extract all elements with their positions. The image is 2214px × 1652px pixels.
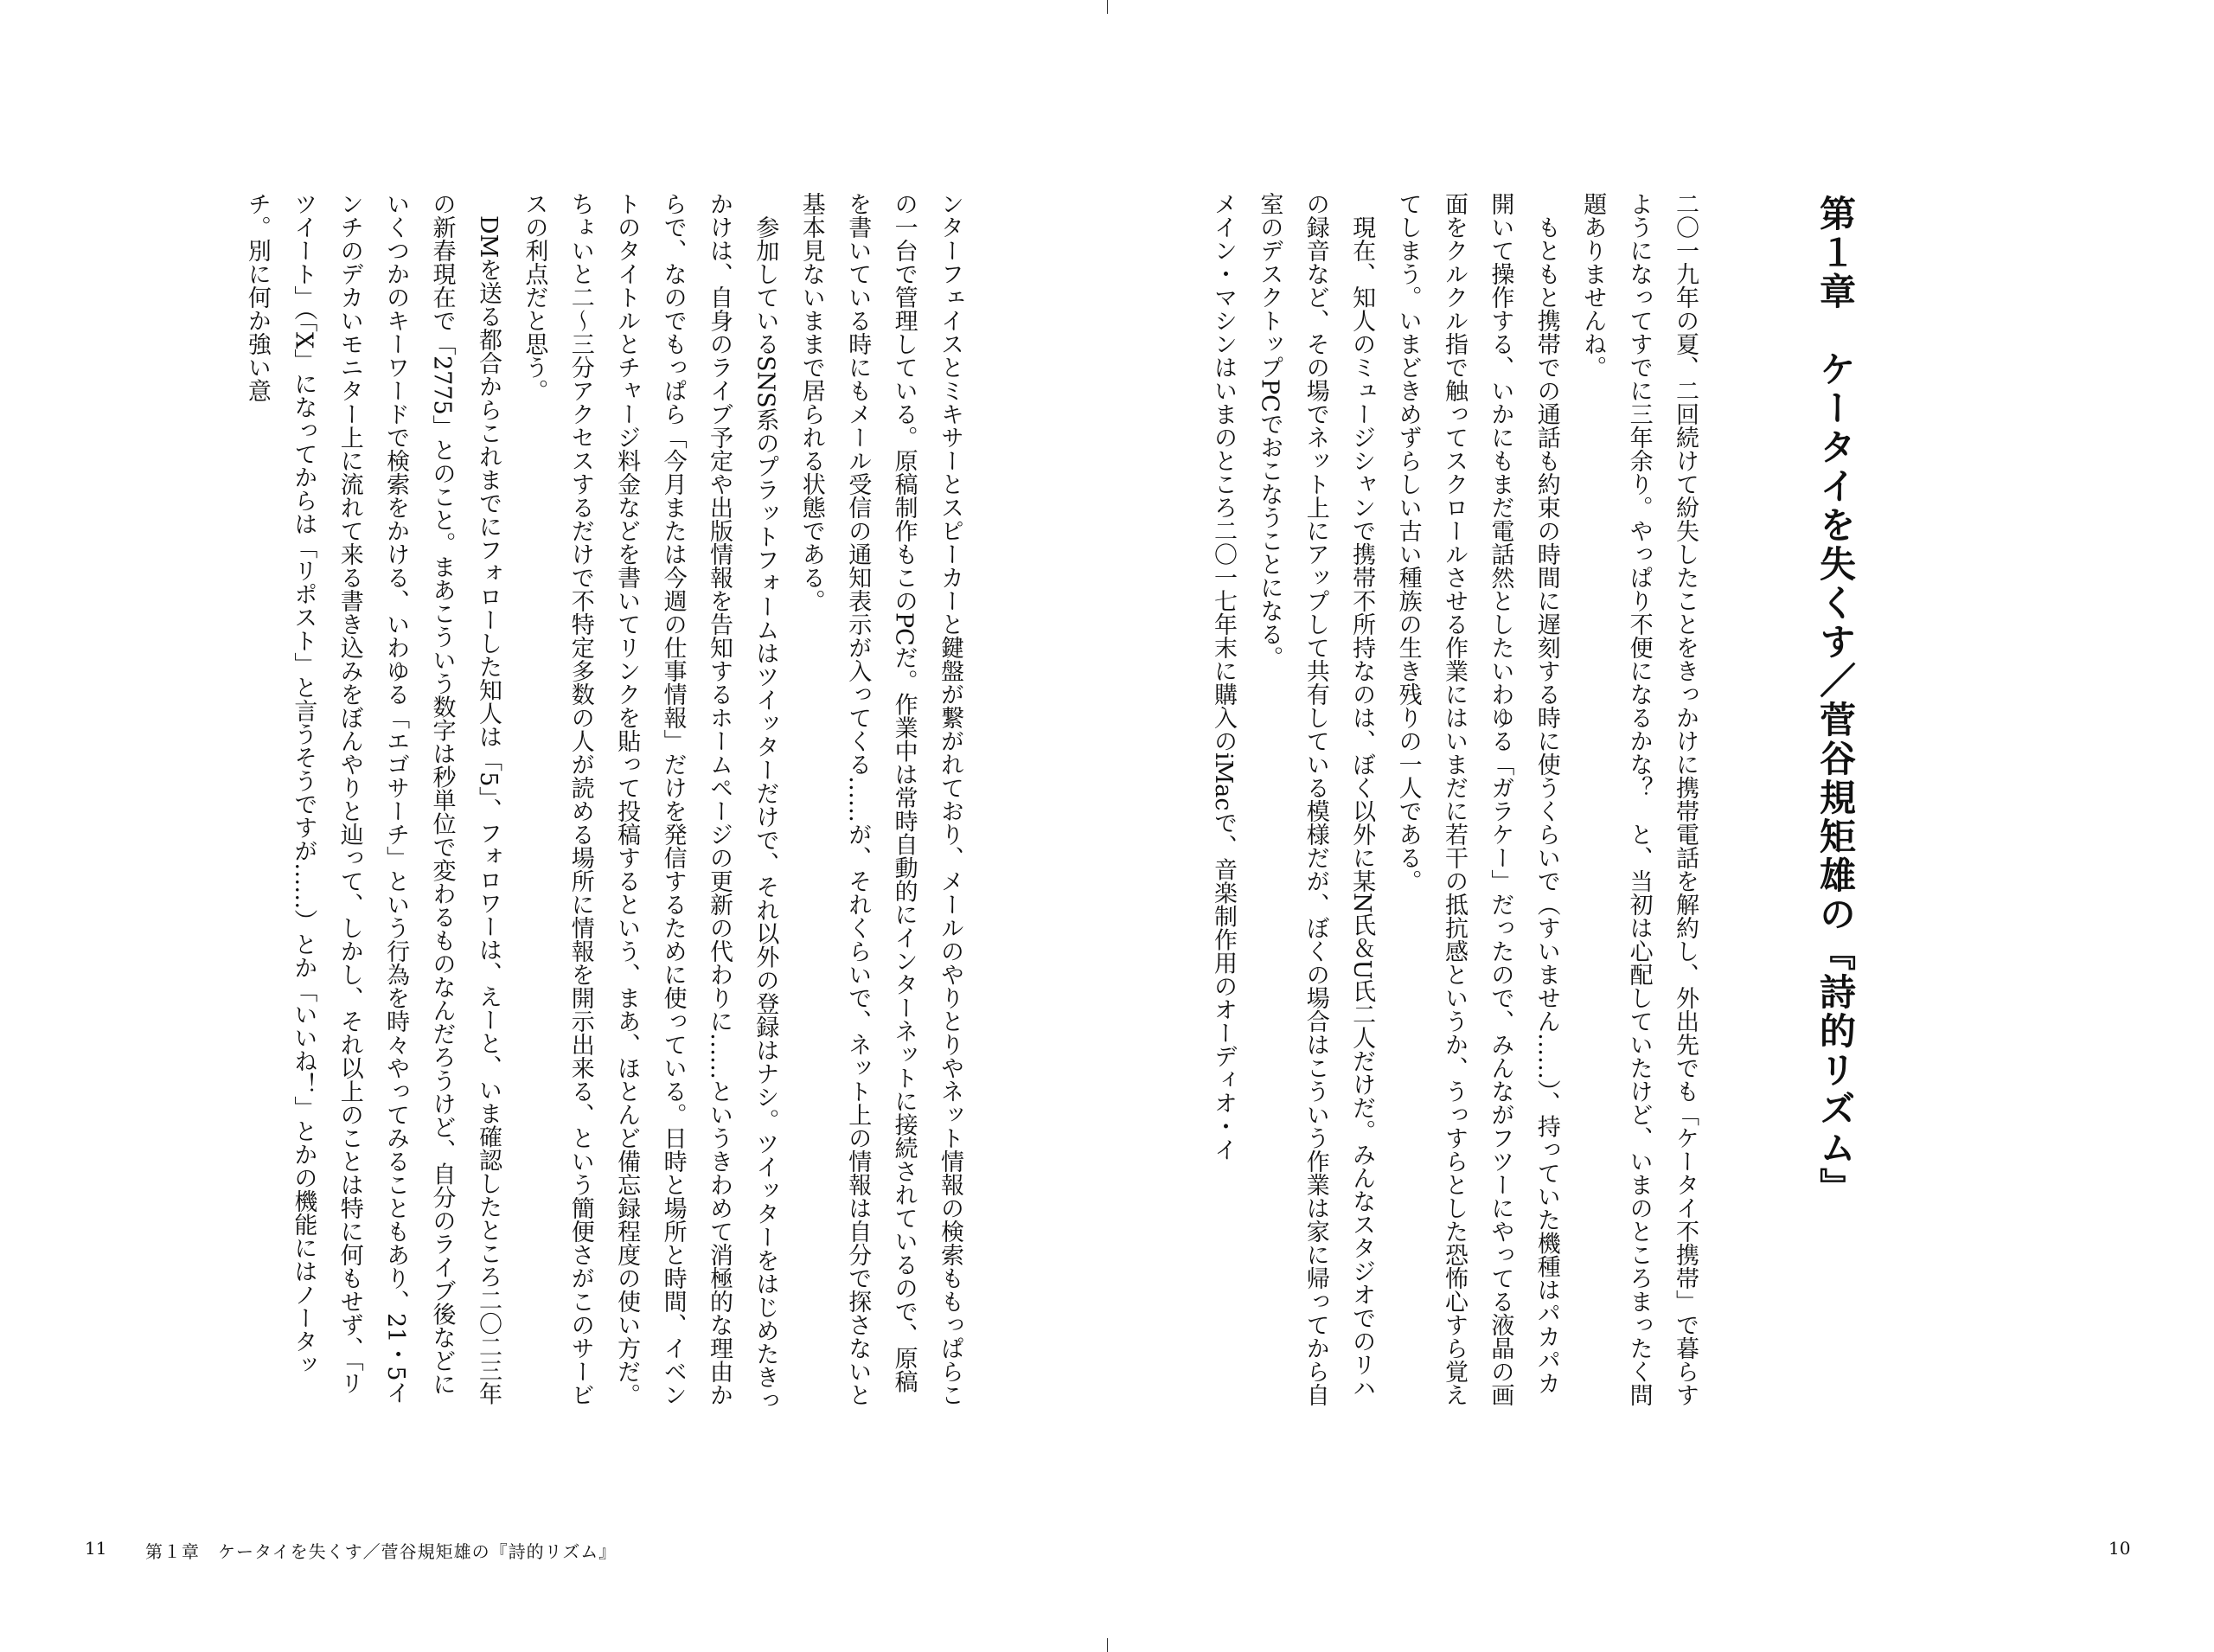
- paragraph: 二〇一九年の夏、二回続けて紛失したことをきっかけに携帯電話を解約し、外出先でも「ケータイ不携帯」で暮らすようになってすでに三年余り。やっぱり不便になるかな？ と、当初は心配していたけど、いまのところまったく問題ありませんね。: [1579, 192, 1699, 1406]
- crop-mark-top: [1107, 0, 1108, 14]
- chapter-title: 第１章 ケータイを失くす／菅谷規矩雄の『詩的リズム』: [1814, 195, 1857, 1207]
- left-page-body: [156, 192, 973, 1416]
- paragraph: もともと携帯での通話も約束の時間に遅刻する時に使うくらいで（すいません……）、持っていた機種はパカパカ開いて操作する、いかにもまだ電話然としたいわゆる「ガラケー」だったので、みんながフツーにやってる液晶の画面をクルクル指で触ってスクロールさせる作業にはいまだに若干の抵抗感というか、うっすらとした恐怖心すら覚えてしまう。いまどきめずらしい古い種族の生き残りの一人である。: [1394, 192, 1560, 1406]
- folio-left: 11: [85, 1538, 107, 1559]
- crop-mark-bottom: [1107, 1638, 1108, 1652]
- paragraph: ンターフェイスとミキサーとスピーカーと鍵盤が繋がれており、メールのやりとりやネット情報の検索ももっぱらこの一台で管理している。原稿制作もこのPCだ。作業中は常時自動的にインターネットに接続されているので、原稿を書いている時にもメール受信の通知表示が入ってくる……が、それくらいで、ネット上の情報は自分で探さないと基本見ないままで居られる状態である。: [797, 192, 963, 1406]
- paragraph: DMを送る都合からこれまでにフォローした知人は「5」、フォロワーは、えーと、いま確認したところ二〇二三年の新春現在で「2775」とのこと。まあこういう数字は秒単位で変わるものなんだろうけど、自分のライブ後などにいくつかのキーワードで検索をかける、いわゆる「エゴサーチ」という行為を時々やってみることもあり、21・5インチのデカいモニター上に流れて来る書き込みをぼんやりと辿って、しかし、それ以上のことは特に何もせず、「リツイート」（「X」になってからは「リポスト」と言うそうですが……）とか「いいね！」とかの機能にはノータッチ。別に何か強い意: [243, 192, 502, 1405]
- paragraph: メイン・マシンはいまのところ二〇一七年末に購入のiMacで、音楽制作用のオーディオ・イ: [1209, 192, 1237, 1162]
- paragraph: 現在、知人のミュージシャンで携帯不所持なのは、ぼく以外に某N氏＆U氏二人だけだ。みんなスタジオでのリハの録音など、その場でネット上にアップして共有している模様だが、ぼくの場合はこういう作業は家に帰ってから自室のデスクトップPCでおこなうことになる。: [1256, 192, 1376, 1406]
- paragraph: 参加しているSNS系のプラットフォームはツイッターだけで、それ以外の登録はナシ。ツイッターをはじめたきっかけは、自身のライブ予定や出版情報を告知するホームページの更新の代わりに……というきわめて消極的な理由からで、なのでもっぱら「今月または今週の仕事情報」だけを発信するために使っている。日時と場所と時間、イベントのタイトルとチャージ料金などを書いてリンクを貼って投稿するという、まあ、ほとんど備忘録程度の使い方だ。ちょいと二～三分アクセスするだけで不特定多数の人が読める場所に情報を開示出来る、という簡便さがこのサービスの利点だと思う。: [521, 192, 779, 1412]
- right-page-body: [1209, 192, 1708, 1416]
- folio-right: 10: [2108, 1538, 2131, 1559]
- running-head: 第１章 ケータイを失くす／菅谷規矩雄の『詩的リズム』: [145, 1541, 617, 1562]
